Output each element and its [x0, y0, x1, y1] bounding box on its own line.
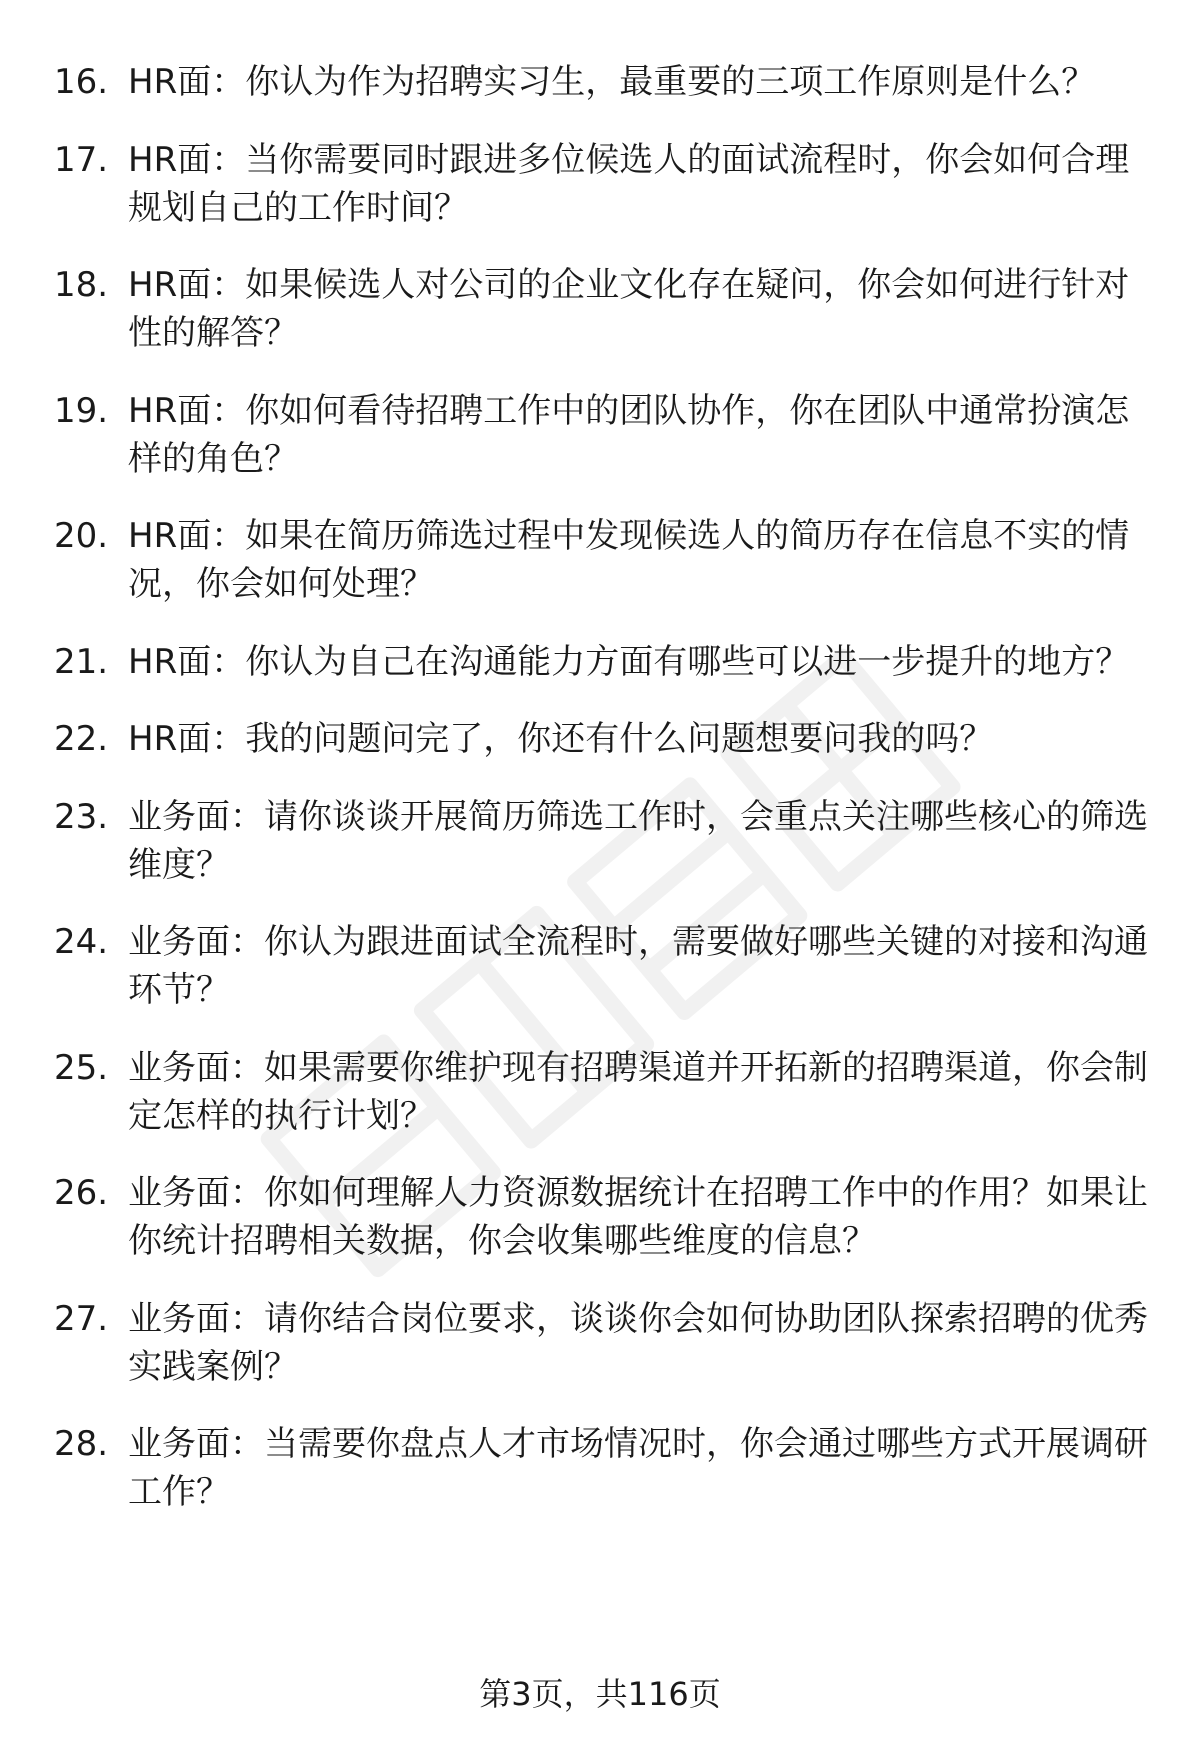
question-text: HR面：你如何看待招聘工作中的团队协作，你在团队中通常扮演怎样的角色？: [128, 390, 1130, 479]
question-number: 24.: [54, 922, 109, 962]
question-text: 业务面：如果需要你维护现有招聘渠道并开拓新的招聘渠道，你会制定怎样的执行计划？: [128, 1047, 1148, 1136]
question-text: HR面：你认为自己在沟通能力方面有哪些可以进一步提升的地方？: [128, 641, 1130, 682]
question-text: HR面：当你需要同时跟进多位候选人的面试流程时，你会如何合理规划自己的工作时间？: [128, 139, 1130, 228]
question-number: 16.: [54, 62, 109, 102]
question-number: 17.: [54, 139, 109, 180]
question-item: [54, 58, 1154, 106]
question-number: 28.: [54, 1424, 109, 1464]
question-item: [54, 512, 1154, 608]
question-item: [54, 1169, 1154, 1265]
question-number: 27.: [54, 1298, 109, 1339]
question-item: [54, 793, 1154, 889]
question-item: [54, 1420, 1154, 1516]
question-item: [54, 1044, 1154, 1140]
question-number: 20.: [54, 516, 109, 556]
question-item: [54, 638, 1154, 686]
question-text: 业务面：请你结合岗位要求，谈谈你会如何协助团队探索招聘的优秀实践案例？: [128, 1298, 1148, 1387]
question-number: 18.: [54, 265, 109, 305]
question-text: 业务面：你认为跟进面试全流程时，需要做好哪些关键的对接和沟通环节？: [128, 922, 1148, 1010]
question-text: HR面：如果候选人对公司的企业文化存在疑问，你会如何进行针对性的解答？: [128, 265, 1130, 353]
question-number: 25.: [54, 1047, 109, 1088]
question-text: 业务面：请你谈谈开展简历筛选工作时，会重点关注哪些核心的筛选维度？: [128, 796, 1148, 885]
question-number: 23.: [54, 796, 109, 837]
question-text: HR面：如果在简历筛选过程中发现候选人的简历存在信息不实的情况，你会如何处理？: [128, 516, 1130, 604]
question-text: 业务面：当需要你盘点人才市场情况时，你会通过哪些方式开展调研工作？: [128, 1424, 1148, 1512]
question-number: 19.: [54, 390, 109, 431]
question-item: [54, 918, 1154, 1014]
page-indicator: 第3页，共116页: [479, 1675, 721, 1713]
question-item: [54, 715, 1154, 763]
question-text: 业务面：你如何理解人力资源数据统计在招聘工作中的作用？如果让你统计招聘相关数据，你会收集哪些维度的信息？: [128, 1173, 1148, 1261]
question-list: [54, 58, 1154, 1546]
question-number: 26.: [54, 1173, 109, 1213]
question-text: HR面：你认为作为招聘实习生，最重要的三项工作原则是什么？: [128, 62, 1096, 102]
question-item: [54, 387, 1154, 483]
question-item: [54, 1295, 1154, 1391]
question-text: HR面：我的问题问完了，你还有什么问题想要问我的吗？: [128, 719, 994, 759]
question-item: [54, 136, 1154, 232]
question-item: [54, 261, 1154, 357]
question-number: 21.: [54, 641, 109, 682]
question-number: 22.: [54, 719, 109, 759]
